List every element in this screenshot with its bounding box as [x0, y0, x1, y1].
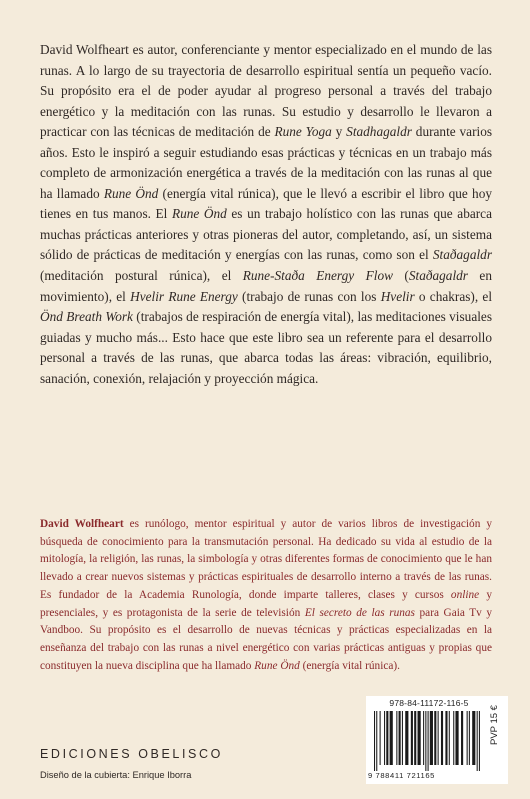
- barcode-bar: [445, 711, 447, 765]
- price-label: PVP 15 €: [489, 705, 500, 745]
- barcode-bar: [477, 711, 478, 771]
- synopsis-text: David Wolfheart es autor, conferenciante y mentor especializado en el mundo de las runas. A lo largo de su trayectoria de desarrollo espiritual sentía un pequeño vacío. Su propósito era el de poder ayudar al progreso personal a través del trabajo energético y la meditación con las runas. Su estudio y desarrollo le llevaron a practicar con las técnicas de meditación de Rune Yoga y Stadhagaldr durante varios años. Esto le inspiró a seguir estudiando esas prácticas y técnicas en un trabajo más completo de armonización energética a través de la meditación con las runas al que ha llamado Rune Önd (energía vital rúnica), que le llevó a escribir el libro que hoy tienes en tus manos. El Rune Önd es un trabajo holístico con las runas que abarca muchas prácticas anteriores y otras pioneras del autor, completando, así, un sistema sólido de prácticas de meditación y energías con las runas, como son el Staðagaldr (meditación postural rúnica), el Rune-Staða Energy Flow (Staðagaldr en movimiento), el Hvelir Rune Energy (trabajo de runas con los Hvelir o chakras), el Önd Breath Work (trabajos de respiración de energía vital), las meditaciones visuales guiadas y mucho más... Esto hace que este libro sea un referente para el desarrollo personal a través de las runas, que abarca todas las áreas: vibración, equilibrio, sanación, conexión, relajación y proyección mágica.: [40, 42, 493, 386]
- author-bio: David Wolfheart es runólogo, mentor espiritual y autor de varios libros de investigación y búsqueda de conocimiento para la transmutación personal. Ha dedicado su vida al estudio de la mitología, la religión, las runas, la simbología y otras diferentes formas de conocimiento que le han llevado a crear nuevos sistemas y prácticas espirituales de desarrollo interno a través de las runas. Es fundador de la Academia Runología, donde imparte talleres, clases y cursos online y presenciales, y es protagonista de la serie de televisión El secreto de las runas para Gaia Tv y Vandboo. Su propósito es el desarrollo de nuevas técnicas y prácticas especializadas en la enseñanza del trabajo con las runas a nivel energético con varias prácticas antiguas y propias que constituyen la nueva disciplina que ha llamado Rune Önd (energía vital rúnica).: [40, 518, 493, 672]
- barcode-bar: [411, 711, 413, 765]
- barcode-bar: [461, 711, 463, 765]
- barcode-bar: [405, 711, 408, 765]
- barcode-bar: [414, 711, 416, 765]
- barcode-bar: [455, 711, 458, 765]
- cover-design-credit: Diseño de la cubierta: Enrique Iborra: [40, 770, 192, 780]
- barcode-bar: [384, 711, 385, 765]
- barcode-bar: [434, 711, 436, 765]
- barcode-digits: 9 788411 721165: [368, 771, 435, 780]
- barcode-bar: [402, 711, 403, 765]
- barcode-bar: [430, 711, 433, 765]
- barcode-bar: [380, 711, 381, 765]
- barcode-bar: [423, 711, 424, 765]
- barcode-bar: [479, 711, 480, 771]
- barcode-bar: [396, 711, 397, 765]
- barcode-bar: [438, 711, 439, 765]
- barcode-bar: [399, 711, 401, 765]
- barcode-bar: [386, 711, 388, 765]
- barcode-bar: [449, 711, 450, 765]
- barcode-bar: [418, 711, 421, 765]
- barcode-bar: [441, 711, 443, 765]
- barcode-bar: [428, 711, 429, 771]
- barcode-bar: [453, 711, 454, 765]
- barcode-bar: [374, 711, 375, 771]
- publisher-name: EDICIONES OBELISCO: [40, 747, 223, 761]
- isbn-barcode: [372, 711, 484, 771]
- barcode-bar: [467, 711, 468, 765]
- barcode-bar: [469, 711, 470, 765]
- barcode-bar: [376, 711, 377, 771]
- author-name: David Wolfheart: [40, 518, 124, 530]
- barcode-bar: [390, 711, 393, 765]
- isbn-number: 978-84-11172-116-5: [389, 698, 469, 708]
- barcode-bar: [425, 711, 426, 771]
- barcode-bar: [472, 711, 475, 765]
